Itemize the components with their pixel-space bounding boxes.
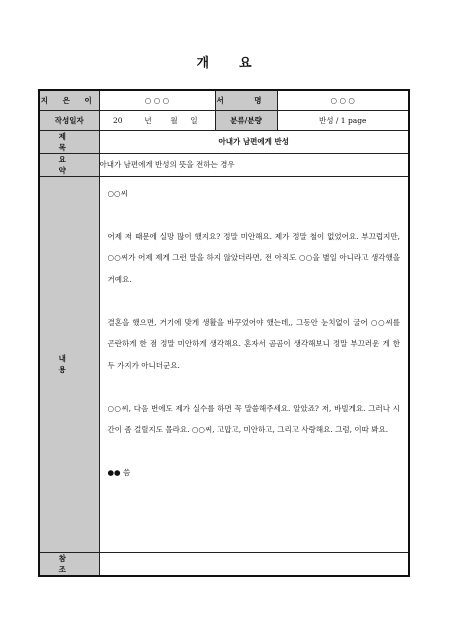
document-title [0, 52, 450, 71]
sign-label: 서 명 [215, 90, 277, 110]
category-label: 분류/분량 [215, 110, 277, 130]
content-body[interactable] [99, 176, 409, 552]
subject-value[interactable]: 아내가 남편에게 반성 [99, 130, 409, 153]
content-signature: ●● 씀 [107, 468, 131, 477]
author-row [39, 90, 409, 110]
date-row [39, 110, 409, 130]
document-title-part-2: 요 [239, 56, 254, 71]
document-title-part-1: 개 [196, 56, 211, 71]
reference-row [39, 552, 409, 576]
author-value[interactable]: ○ ○ ○ [99, 90, 215, 110]
summary-value[interactable]: 아내가 남편에게 반성의 뜻을 전하는 경우 [99, 153, 409, 176]
date-label: 작성일자 [39, 110, 99, 130]
date-year-unit: 년 [144, 115, 152, 125]
content-row [39, 176, 409, 552]
content-paragraph-1: 어제 저 때문에 실망 많이 했지요? 정말 미안해요. 제가 정말 철이 없었어요. 부끄럽지만, ○○씨가 어제 제게 그런 말을 하지 않았더라면, 전 아직도 ○○을 별일 아니라고 생각했을 거예요. [107, 231, 400, 284]
date-month-unit: 월 [170, 115, 178, 125]
subject-label: 제 목 [39, 130, 99, 153]
content-salutation: ○○씨 [107, 188, 128, 198]
summary-row [39, 153, 409, 176]
reference-label: 참 조 [39, 552, 99, 576]
subject-row [39, 130, 409, 153]
summary-label: 요 약 [39, 153, 99, 176]
form-table [38, 89, 410, 577]
content-paragraph-3: ○○씨, 다음 번에도 제가 실수를 하면 꼭 말씀해주세요. 알았죠? 저, 바빌게요. 그러나 시간이 좀 걸릴지도 몰라요. ○○씨, 고맙고, 미안하고, 그리고 사랑해요. 그럼, 이따 봐요. [107, 403, 400, 434]
author-label: 지 은 이 [39, 90, 99, 110]
sign-value[interactable]: ○ ○ ○ [277, 90, 409, 110]
reference-value[interactable] [99, 552, 409, 576]
date-value[interactable] [99, 110, 215, 130]
date-year: 20 [113, 115, 123, 125]
category-value[interactable]: 반성 / 1 page [277, 110, 409, 130]
date-day-unit: 일 [190, 115, 198, 125]
content-label: 내 용 [39, 176, 99, 552]
content-paragraph-2: 결혼을 했으면, 거기에 맞게 생활을 바꾸었어야 했는데,, 그동안 눈치없이 굴어 ○○씨를 곤란하게 한 점 정말 미안하게 생각해요. 혼자서 곰곰이 생각해보니 정말 부끄러운 게 한 두 가지가 아니더군요. [107, 317, 400, 370]
